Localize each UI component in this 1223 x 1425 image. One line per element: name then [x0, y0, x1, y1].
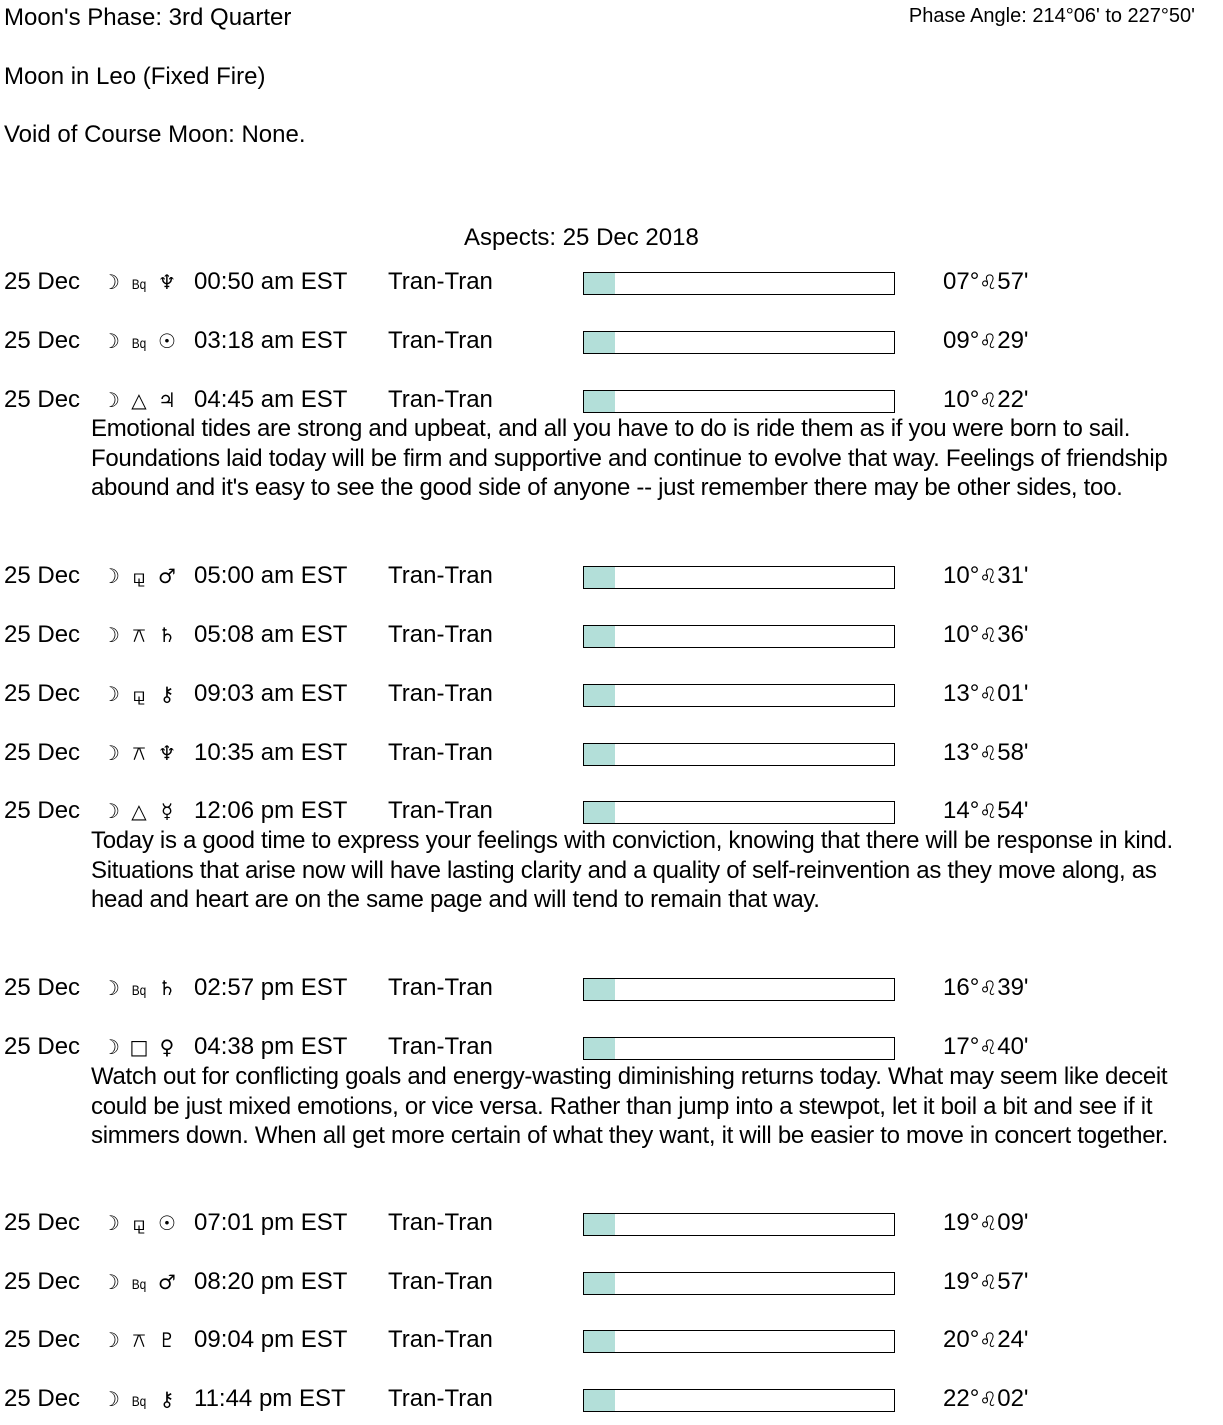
position-degrees: 09° [943, 327, 980, 354]
moon-icon: ☽ [102, 1211, 120, 1235]
position-minutes: 02' [997, 1385, 1029, 1412]
moon-position [943, 974, 1029, 1002]
strength-bar-fill [584, 1331, 615, 1352]
moon-position [943, 1385, 1029, 1413]
strength-bar-fill [584, 685, 615, 706]
saturn-icon: ♄ [158, 623, 176, 647]
aspect-kind: Tran-Tran [388, 621, 493, 648]
aspect-date: 25 Dec [4, 1268, 81, 1295]
strength-bar-fill [584, 744, 615, 765]
aspect-row [0, 327, 1223, 357]
aspect-kind: Tran-Tran [388, 1033, 493, 1060]
saturn-icon: ♄ [158, 976, 176, 1000]
position-degrees: 13° [943, 680, 980, 707]
leo-icon: ♌ [979, 1035, 998, 1059]
phase-angle: Phase Angle: 214°06' to 227°50' [908, 5, 1195, 27]
position-minutes: 09' [997, 1209, 1029, 1236]
jupiter-icon: ♃ [158, 388, 176, 412]
aspect-row [0, 739, 1223, 769]
leo-icon: ♌ [979, 623, 998, 647]
moon-position [943, 739, 1029, 767]
neptune-icon: ♆ [158, 741, 176, 765]
leo-icon: ♌ [979, 1328, 998, 1352]
position-minutes: 24' [997, 1326, 1029, 1353]
moon-icon: ☽ [102, 1270, 120, 1294]
moon-icon: ☽ [102, 682, 120, 706]
position-degrees: 13° [943, 739, 980, 766]
strength-bar [583, 743, 895, 766]
aspect-interpretation: Emotional tides are strong and upbeat, and all you have to do is ride them as if you were born to sail. Foundations laid today will be firm and supportive and continue to evolve that way. Feelings of friendship abound and it's easy to see the good side of anyone -- just remember there may be other sides, too. [91, 415, 1168, 501]
chiron-icon: ⚷ [159, 682, 175, 706]
position-minutes: 40' [997, 1033, 1029, 1060]
quincunx-aspect-icon: ⚻ [132, 1328, 146, 1352]
void-of-course: Void of Course Moon: None. [4, 121, 306, 148]
strength-bar-fill [584, 1038, 615, 1059]
leo-icon: ♌ [979, 270, 998, 294]
chiron-icon: ⚷ [159, 1387, 175, 1411]
aspect-time: 05:08 am EST [194, 621, 348, 648]
aspect-glyphs [97, 797, 189, 825]
quincunx-aspect-icon: ⚻ [132, 623, 146, 647]
leo-icon: ♌ [979, 564, 998, 588]
aspect-kind: Tran-Tran [388, 1385, 493, 1412]
position-degrees: 10° [943, 621, 980, 648]
leo-icon: ♌ [979, 1270, 998, 1294]
aspect-row [0, 1209, 1223, 1239]
aspect-row [0, 1268, 1223, 1298]
position-degrees: 16° [943, 974, 980, 1001]
moon-position [943, 1326, 1029, 1354]
aspect-date: 25 Dec [4, 974, 81, 1001]
biquintile-aspect-icon: Bq [131, 1276, 147, 1292]
moon-icon: ☽ [102, 623, 120, 647]
aspect-time: 08:20 pm EST [194, 1268, 348, 1295]
position-degrees: 19° [943, 1209, 980, 1236]
aspect-kind: Tran-Tran [388, 327, 493, 354]
aspect-date: 25 Dec [4, 327, 81, 354]
strength-bar [583, 625, 895, 648]
trine-aspect-icon: △ [131, 388, 147, 412]
aspect-date: 25 Dec [4, 621, 81, 648]
leo-icon: ♌ [979, 976, 998, 1000]
moon-icon: ☽ [102, 329, 120, 353]
strength-bar-fill [584, 1273, 615, 1294]
mercury-icon: ☿ [160, 799, 174, 823]
moon-position [943, 621, 1029, 649]
aspect-date: 25 Dec [4, 1326, 81, 1353]
position-degrees: 20° [943, 1326, 980, 1353]
neptune-icon: ♆ [158, 270, 176, 294]
position-minutes: 58' [997, 739, 1029, 766]
aspect-glyphs [97, 327, 189, 357]
aspect-kind: Tran-Tran [388, 268, 493, 295]
aspect-time: 10:35 am EST [194, 739, 348, 766]
strength-bar-fill [584, 391, 615, 412]
aspect-kind: Tran-Tran [388, 974, 493, 1001]
position-degrees: 22° [943, 1385, 980, 1412]
aspect-date: 25 Dec [4, 1033, 81, 1060]
strength-bar-fill [584, 332, 615, 353]
aspect-kind: Tran-Tran [388, 680, 493, 707]
moon-icon: ☽ [102, 388, 120, 412]
moon-position [943, 327, 1029, 355]
position-degrees: 14° [943, 797, 980, 824]
aspect-kind: Tran-Tran [388, 797, 493, 824]
aspect-time: 09:04 pm EST [194, 1326, 348, 1353]
moon-icon: ☽ [102, 799, 120, 823]
aspect-kind: Tran-Tran [388, 1209, 493, 1236]
position-minutes: 01' [997, 680, 1029, 707]
strength-bar-fill [584, 273, 615, 294]
moon-position [943, 562, 1029, 590]
aspect-glyphs [97, 268, 189, 298]
strength-bar [583, 978, 895, 1001]
aspect-glyphs [97, 621, 189, 649]
aspect-glyphs [97, 1326, 189, 1354]
trine-aspect-icon: △ [131, 799, 147, 823]
aspect-glyphs [97, 739, 189, 767]
aspect-kind: Tran-Tran [388, 739, 493, 766]
aspect-interpretation: Today is a good time to express your feelings with conviction, knowing that there will be response in kind. Situations that arise now will have lasting clarity and a quality of self-reinvention as they move along, as head and heart are on the same page and will tend to remain that way. [91, 827, 1173, 913]
leo-icon: ♌ [979, 1387, 998, 1411]
strength-bar [583, 1272, 895, 1295]
strength-bar [583, 390, 895, 413]
aspect-glyphs [97, 680, 189, 708]
position-degrees: 17° [943, 1033, 980, 1060]
quincunx-aspect-icon: ⚻ [132, 741, 146, 765]
sun-icon: ☉ [158, 329, 176, 353]
position-degrees: 19° [943, 1268, 980, 1295]
aspect-row [0, 974, 1223, 1004]
moon-position [943, 680, 1029, 708]
strength-bar [583, 566, 895, 589]
moon-icon: ☽ [102, 270, 120, 294]
aspect-date: 25 Dec [4, 680, 81, 707]
square-aspect-icon: □ [129, 1035, 149, 1059]
aspect-row [0, 268, 1223, 298]
aspect-time: 09:03 am EST [194, 680, 348, 707]
aspect-glyphs [97, 1268, 189, 1298]
aspect-date: 25 Dec [4, 268, 81, 295]
aspect-kind: Tran-Tran [388, 1268, 493, 1295]
aspect-time: 11:44 pm EST [194, 1385, 346, 1412]
aspect-time: 04:45 am EST [194, 386, 348, 413]
leo-icon: ♌ [979, 741, 998, 765]
aspect-row [0, 386, 1223, 416]
position-minutes: 31' [997, 562, 1029, 589]
moon-position [943, 1268, 1029, 1296]
strength-bar [583, 1213, 895, 1236]
position-minutes: 54' [997, 797, 1029, 824]
moon-sign: Moon in Leo (Fixed Fire) [4, 63, 266, 90]
aspect-interpretation: Watch out for conflicting goals and energy-wasting diminishing returns today. What may seem like deceit could be just mixed emotions, or vice versa. Rather than jump into a stewpot, let it boil a bit and see if it simmers down. When all get more certain of what they want, it will be easier to move in concert together. [91, 1063, 1169, 1149]
aspect-date: 25 Dec [4, 386, 81, 413]
aspect-kind: Tran-Tran [388, 562, 493, 589]
position-degrees: 10° [943, 562, 980, 589]
biquintile-aspect-icon: Bq [131, 982, 147, 998]
moon-position [943, 1033, 1029, 1061]
position-minutes: 22' [997, 386, 1029, 413]
aspect-time: 02:57 pm EST [194, 974, 348, 1001]
aspect-time: 07:01 pm EST [194, 1209, 348, 1236]
moon-phase: Moon's Phase: 3rd Quarter [4, 4, 292, 31]
moon-position [943, 268, 1029, 296]
moon-position [943, 1209, 1029, 1237]
aspect-time: 05:00 am EST [194, 562, 348, 589]
aspect-date: 25 Dec [4, 562, 81, 589]
aspect-date: 25 Dec [4, 739, 81, 766]
moon-position [943, 386, 1029, 414]
strength-bar [583, 684, 895, 707]
aspect-row [0, 621, 1223, 651]
aspect-glyphs [97, 562, 189, 590]
aspect-row [0, 1385, 1223, 1415]
strength-bar-fill [584, 979, 615, 1000]
moon-icon: ☽ [102, 1387, 120, 1411]
aspect-glyphs [97, 1033, 189, 1061]
position-minutes: 39' [997, 974, 1029, 1001]
sun-icon: ☉ [158, 1211, 176, 1235]
aspect-row [0, 680, 1223, 710]
strength-bar [583, 272, 895, 295]
aspect-glyphs [97, 1209, 189, 1237]
strength-bar-fill [584, 567, 615, 588]
aspect-row [0, 1033, 1223, 1063]
moon-icon: ☽ [102, 1035, 120, 1059]
leo-icon: ♌ [979, 1211, 998, 1235]
aspect-time: 00:50 am EST [194, 268, 348, 295]
strength-bar-fill [584, 802, 615, 823]
aspect-row [0, 797, 1223, 827]
moon-icon: ☽ [102, 564, 120, 588]
aspect-time: 04:38 pm EST [194, 1033, 348, 1060]
aspect-row [0, 562, 1223, 592]
leo-icon: ♌ [979, 329, 998, 353]
moon-icon: ☽ [102, 976, 120, 1000]
aspect-date: 25 Dec [4, 797, 81, 824]
biquintile-aspect-icon: Bq [131, 1393, 147, 1409]
aspect-time: 12:06 pm EST [194, 797, 348, 824]
moon-position [943, 797, 1029, 825]
aspect-date: 25 Dec [4, 1385, 81, 1412]
strength-bar [583, 331, 895, 354]
aspect-date: 25 Dec [4, 1209, 81, 1236]
aspect-kind: Tran-Tran [388, 386, 493, 413]
strength-bar [583, 801, 895, 824]
strength-bar-fill [584, 626, 615, 647]
aspect-glyphs [97, 1385, 189, 1415]
aspect-kind: Tran-Tran [388, 1326, 493, 1353]
position-minutes: 57' [997, 268, 1029, 295]
sesquiquadrate-aspect-icon: ⚼ [132, 682, 146, 706]
venus-icon: ♀ [159, 1035, 175, 1059]
position-minutes: 29' [997, 327, 1029, 354]
strength-bar-fill [584, 1390, 615, 1411]
sesquiquadrate-aspect-icon: ⚼ [132, 564, 146, 588]
aspect-row [0, 1326, 1223, 1356]
aspect-time: 03:18 am EST [194, 327, 348, 354]
position-minutes: 36' [997, 621, 1029, 648]
strength-bar-fill [584, 1214, 615, 1235]
leo-icon: ♌ [979, 388, 998, 412]
mars-icon: ♂ [158, 1270, 176, 1294]
moon-icon: ☽ [102, 741, 120, 765]
mars-icon: ♂ [158, 564, 176, 588]
aspect-glyphs [97, 974, 189, 1004]
aspects-title: Aspects: 25 Dec 2018 [464, 224, 699, 251]
sesquiquadrate-aspect-icon: ⚼ [132, 1211, 146, 1235]
moon-icon: ☽ [102, 1328, 120, 1352]
strength-bar [583, 1330, 895, 1353]
strength-bar [583, 1037, 895, 1060]
leo-icon: ♌ [979, 799, 998, 823]
position-degrees: 07° [943, 268, 980, 295]
biquintile-aspect-icon: Bq [131, 276, 147, 292]
position-degrees: 10° [943, 386, 980, 413]
pluto-icon: ♇ [158, 1328, 176, 1352]
strength-bar [583, 1389, 895, 1412]
biquintile-aspect-icon: Bq [131, 335, 147, 351]
position-minutes: 57' [997, 1268, 1029, 1295]
leo-icon: ♌ [979, 682, 998, 706]
aspect-glyphs [97, 386, 189, 414]
